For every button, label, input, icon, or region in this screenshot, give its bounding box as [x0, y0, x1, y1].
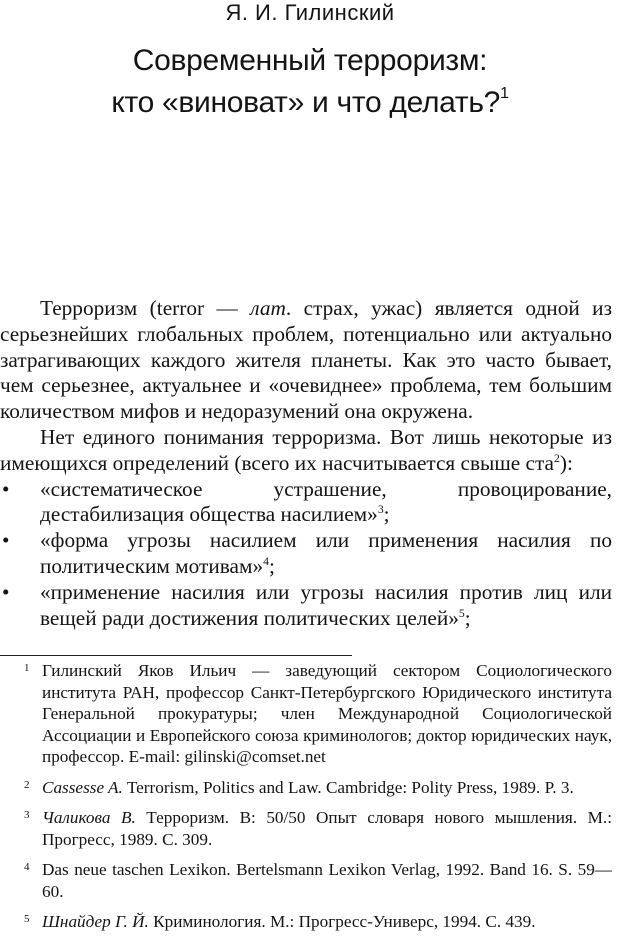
footnote-number: 4 [24, 861, 30, 873]
article-title [0, 40, 620, 124]
title-footnote-ref[interactable]: 1 [500, 85, 509, 102]
list-item: • «систематическое устрашение, провоцирование, дестабилизация общества насилием»$^3$; [2, 476, 612, 527]
footnote-number: 1 [24, 662, 30, 674]
footnote-1: 1 Гилинский Яков Ильич — заведующий сектором Социологического института РАН, профессор Санкт-Петербургского Юридического института Генеральной прокуратуры; член Международной Социологической Ассоциации и Европейского союза криминологов; доктор юридических наук, профессор. E-mail: gilinski@comset.net [0, 660, 612, 768]
footnote-number: 3 [24, 809, 30, 821]
paragraph-1: Терроризм (terror — лат. страх, ужас) является одной из серьезнейших глобальных проблем, потенциально или актуально затрагивающих каждого жителя планеты. Как это часто бывает, чем серьезнее, актуальнее и «очевиднее» проблема, тем большим количеством мифов и недоразумений она окружена. [0, 296, 612, 424]
list-item: • «форма угрозы насилием или применения насилия по политическим мотивам»$^4$; [2, 528, 612, 578]
bullet-icon: • [2, 528, 10, 553]
footnote-3: 3 Чаликова В. Терроризм. В: 50/50 Опыт словаря нового мышления. М.: Прогресс, 1989. С. 309. [0, 807, 612, 850]
footnote-4: 4 Das neue taschen Lexikon. Bertelsmann Lexikon Verlag, 1992. Band 16. S. 59—60. [0, 859, 612, 902]
footnote-ref-4[interactable]: 4 [263, 554, 269, 568]
author-name: Я. И. Гилинский [225, 0, 395, 25]
footnotes [0, 660, 612, 942]
title-line-2: кто «виноват» и что делать?$^1$ [111, 85, 509, 119]
bullet-icon: • [2, 579, 10, 604]
footnote-ref-5[interactable]: 5 [458, 606, 465, 620]
footnote-5: 5 Шнайдер Г. Й. Криминология. М.: Прогресс-Универс, 1994. С. 439. [0, 911, 612, 933]
definitions-list [0, 477, 612, 632]
footnote-ref-3[interactable]: 3 [377, 503, 384, 517]
footnote-separator [0, 655, 352, 656]
list-item: • «применение насилия или угрозы насилия против лиц или вещей ради достижения политических целей»$^5$; [2, 579, 612, 630]
title-line-1: Современный терроризм: [132, 44, 488, 77]
footnote-number: 2 [24, 778, 30, 791]
footnote-number: 5 [24, 913, 30, 925]
paragraph-2: Нет единого понимания терроризма. Вот лишь некоторые из имеющихся определений (всего их насчитывается свыше ста$^2$): [0, 424, 612, 475]
footnote-2: 2 Cassesse A. Terrorism, Politics and Law. Cambridge: Polity Press, 1989. P. 3. [0, 777, 612, 799]
article-body [0, 296, 612, 631]
footnote-ref-2[interactable]: 2 [554, 451, 560, 465]
bullet-icon: • [2, 476, 10, 501]
